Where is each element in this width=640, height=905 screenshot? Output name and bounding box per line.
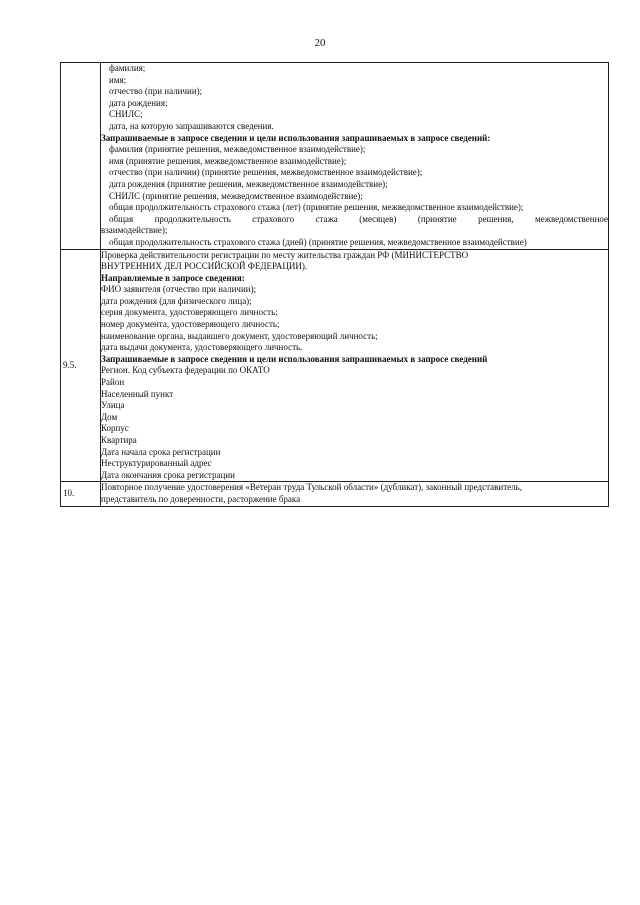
list-item: дата рождения (принятие решения, межведомственное взаимодействие); [109, 178, 388, 189]
list-item: общая продолжительность страхового стажа (дней) (принятие решения, межведомственное взаимодействие) [109, 236, 527, 247]
list-item: дата рождения (для физического лица); [101, 295, 252, 306]
list-item: СНИЛС (принятие решения, межведомственное взаимодействие); [109, 190, 363, 201]
list-item: Дата начала срока регистрации [101, 446, 221, 457]
row-content-cell [101, 482, 609, 506]
list-item: серия документа, удостоверяющего личность; [101, 307, 278, 318]
table-row [61, 63, 609, 250]
service-title: ВНУТРЕННИХ ДЕЛ РОССИЙСКОЙ ФЕДЕРАЦИИ). [101, 261, 308, 272]
list-item: общая продолжительность страхового стажа (лет) (принятие решения, межведомственное взаимодействие); [109, 202, 524, 213]
list-item: Корпус [101, 423, 129, 434]
list-item: Неструктурированный адрес [101, 458, 212, 469]
services-table [60, 62, 609, 507]
list-item: СНИЛС; [109, 109, 143, 120]
row-content-cell [101, 249, 609, 482]
list-item: отчество (при наличии) (принятие решения, межведомственное взаимодействие); [109, 167, 423, 178]
list-item: Дом [101, 411, 118, 422]
list-item: Квартира [101, 435, 137, 445]
list-item: имя; [109, 74, 127, 85]
list-item: дата, на которую запрашиваются сведения. [109, 120, 274, 131]
requested-heading: Запрашиваемые в запросе сведения и цели использования запрашиваемых в запросе сведений: [101, 132, 491, 143]
list-item: фамилия (принятие решения, межведомственное взаимодействие); [109, 144, 366, 155]
service-title: Проверка действительности регистрации по месту жительства граждан РФ (МИНИСТЕРСТВО [101, 249, 469, 260]
list-item: Дата окончания срока регистрации [101, 469, 235, 480]
list-item: Населенный пункт [101, 388, 174, 399]
sent-heading: Направляемые в запросе сведения: [101, 272, 245, 283]
row-number-cell: 9.5. [61, 249, 101, 482]
table-row [61, 482, 609, 506]
list-item: взаимодействие); [101, 225, 168, 236]
row-number-cell: 10. [61, 482, 101, 506]
list-item: дата рождения; [109, 97, 168, 108]
list-item: номер документа, удостоверяющего личность; [101, 319, 280, 330]
list-item: общая продолжительность страхового стажа (месяцев) (принятие решения, межведомственное [109, 213, 608, 224]
table-row [61, 249, 609, 482]
list-item: наименование органа, выдавшего документ, удостоверяющий личность; [101, 330, 378, 341]
list-item: ФИО заявителя (отчество при наличии); [101, 284, 257, 295]
row-content-cell [101, 63, 609, 250]
row-number-cell [61, 63, 101, 250]
list-item: отчество (при наличии); [109, 86, 203, 97]
list-item: Улица [101, 400, 125, 411]
requested-heading: Запрашиваемые в запросе сведения и цели использования запрашиваемых в запросе сведений [101, 353, 488, 364]
list-item: Район [101, 377, 125, 388]
list-item: имя (принятие решения, межведомственное взаимодействие); [109, 155, 347, 166]
service-title: Повторное получение удостоверения «Ветеран труда Тульской области» (дубликат), законный представитель, [101, 482, 522, 493]
list-item: дата выдачи документа, удостоверяющего личность. [101, 342, 303, 353]
list-item: Регион. Код субъекта федерации по ОКАТО [101, 365, 270, 376]
list-item: фамилия; [109, 63, 146, 73]
page-number: 20 [314, 37, 326, 49]
service-title: представитель по доверенности, расторжение брака [101, 493, 301, 504]
